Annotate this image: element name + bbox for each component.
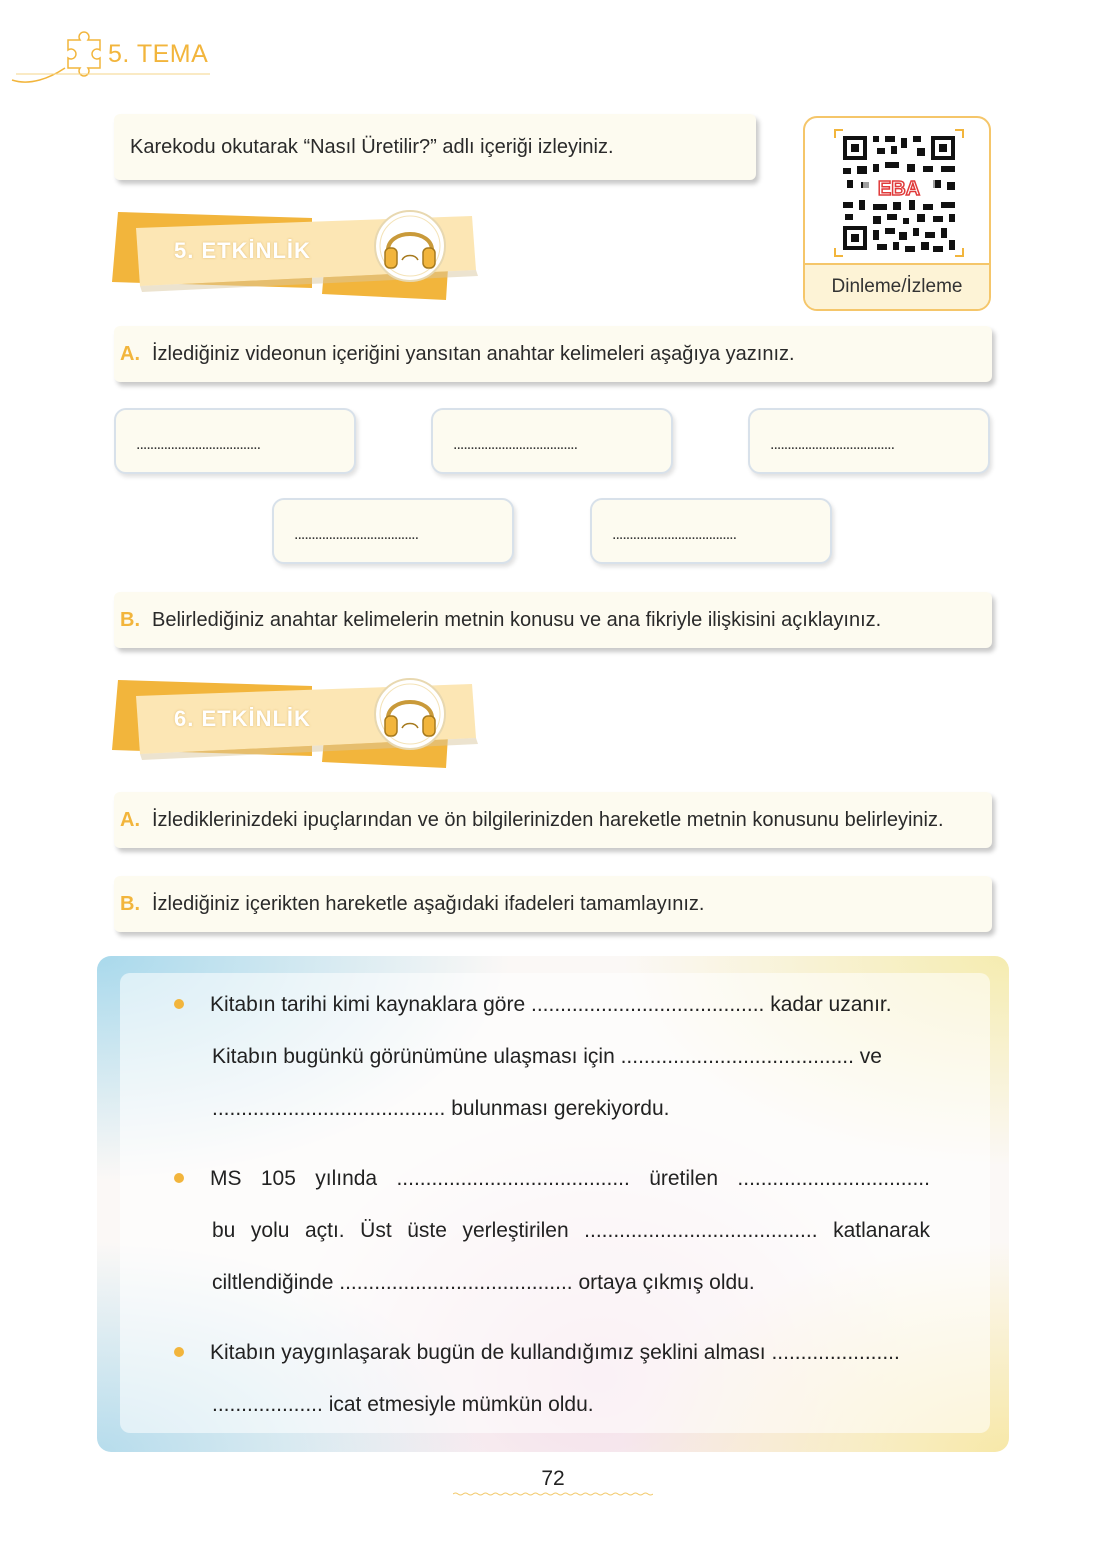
- part-b-text: Belirlediğiniz anahtar kelimelerin metnin konusu ve ana fikriyle ilişkisini açıklayınız.: [152, 608, 882, 631]
- headphones-icon: [372, 676, 448, 752]
- qr-footer-label: Dinleme/İzleme: [805, 263, 989, 309]
- blank[interactable]: .................................: [737, 1167, 930, 1190]
- part-a-text: İzlediğiniz videonun içeriğini yansıtan anahtar kelimeleri aşağıya yazınız.: [152, 342, 795, 365]
- blank[interactable]: ........................................: [396, 1167, 630, 1190]
- word: üretilen: [649, 1167, 719, 1190]
- bullet-icon: [174, 1173, 184, 1183]
- item-2-line-3[interactable]: ciltlendiğinde ........................................ ortaya çıkmış oldu.: [212, 1271, 755, 1294]
- activity-5-part-b: [114, 592, 992, 648]
- activity-6-title: 6. ETKİNLİK: [174, 706, 311, 731]
- activity-5-title: 5. ETKİNLİK: [174, 238, 311, 263]
- item-3-line-2[interactable]: ................... icat etmesiyle mümkün oldu.: [212, 1393, 594, 1416]
- word: yolu: [250, 1219, 290, 1242]
- qr-code-icon[interactable]: [833, 128, 965, 258]
- part-a-letter: A.: [120, 342, 140, 365]
- activity-6-part-b: [114, 876, 992, 932]
- word: açtı.: [304, 1219, 345, 1242]
- word: MS: [210, 1167, 242, 1190]
- item-3-line-1[interactable]: Kitabın yaygınlaşarak bugün de kullandığımız şeklini alması ......................: [210, 1341, 900, 1364]
- theme-title: 5. TEMA: [108, 40, 209, 68]
- word: üste: [407, 1219, 447, 1242]
- part-a-letter: A.: [120, 808, 140, 831]
- item-1-line-3[interactable]: ........................................ bulunması gerekiyordu.: [212, 1097, 670, 1120]
- item-2-line-1[interactable]: [210, 1167, 930, 1191]
- activity-6-part-a: [114, 792, 992, 848]
- activity-5-part-a: [114, 326, 992, 382]
- keyword-slot-4[interactable]: ....................................: [272, 498, 514, 564]
- page-number-underline: [453, 1492, 653, 1496]
- qr-card[interactable]: [803, 116, 991, 311]
- bullet-icon: [174, 999, 184, 1009]
- keyword-slot-3[interactable]: ....................................: [748, 408, 990, 474]
- word: yerleştirilen: [462, 1219, 569, 1242]
- item-1-line-1[interactable]: Kitabın tarihi kimi kaynaklara göre ........................................ kadar uzanır.: [210, 993, 892, 1016]
- headphones-icon: [372, 208, 448, 284]
- part-b-text: İzlediğiniz içerikten hareketle aşağıdaki ifadeleri tamamlayınız.: [152, 892, 705, 915]
- item-1-line-2[interactable]: Kitabın bugünkü görünümüne ulaşması için ........................................ ve: [212, 1045, 882, 1068]
- blank[interactable]: ........................................: [584, 1219, 818, 1242]
- bullet-icon: [174, 1347, 184, 1357]
- word: bu: [212, 1219, 236, 1242]
- word: 105: [260, 1167, 296, 1190]
- keyword-slot-1[interactable]: ....................................: [114, 408, 356, 474]
- item-2-line-2[interactable]: [212, 1219, 930, 1243]
- eba-logo: EBA: [877, 178, 921, 200]
- keyword-slot-5[interactable]: ....................................: [590, 498, 832, 564]
- part-b-letter: B.: [120, 608, 140, 631]
- part-a-text: İzlediklerinizdeki ipuçlarından ve ön bilgilerinizden hareketle metnin konusunu belirleyiniz.: [152, 808, 944, 831]
- word: katlanarak: [833, 1219, 930, 1242]
- intro-text: Karekodu okutarak “Nasıl Üretilir?” adlı içeriği izleyiniz.: [130, 135, 614, 158]
- keyword-slot-2[interactable]: ....................................: [431, 408, 673, 474]
- intro-instruction: [114, 114, 756, 180]
- page-number: 72: [541, 1467, 565, 1490]
- part-b-letter: B.: [120, 892, 140, 915]
- word: yılında: [315, 1167, 378, 1190]
- word: Üst: [360, 1219, 392, 1242]
- activity-5-banner: [112, 208, 482, 308]
- activity-6-banner: [112, 676, 482, 776]
